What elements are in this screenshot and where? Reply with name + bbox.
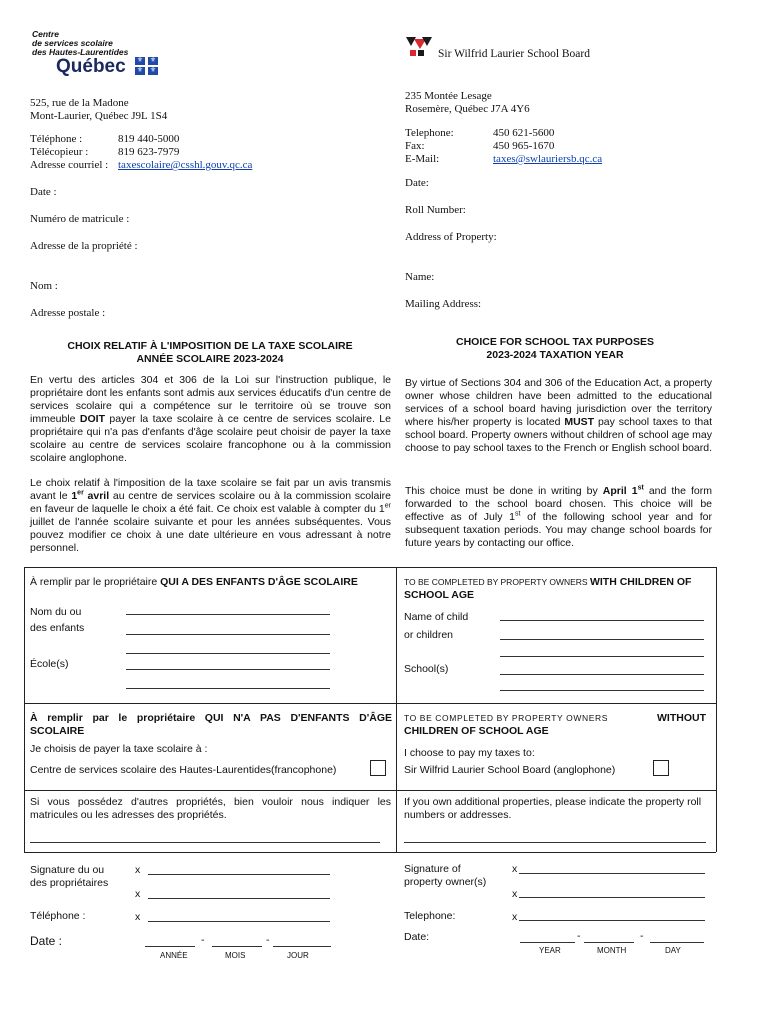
date-field-fr[interactable]: Date :: [30, 186, 57, 198]
signature-input-fr[interactable]: [148, 874, 330, 875]
box1-heading-fr: [30, 576, 390, 589]
label-line: Name of child: [404, 611, 469, 623]
roll-field-fr[interactable]: Numéro de matricule :: [30, 213, 130, 225]
name-field-fr[interactable]: Nom :: [30, 280, 58, 292]
signature-input-en[interactable]: [519, 873, 705, 874]
quebec-wordmark: Québec: [56, 56, 126, 77]
title-line: ANNÉE SCOLAIRE 2023-2024: [136, 353, 284, 365]
school-input-fr[interactable]: [126, 688, 330, 689]
property-field-fr[interactable]: Adresse de la propriété :: [30, 240, 138, 252]
fleur-de-lis-icon: ⚜: [149, 67, 157, 74]
label-line: Signature du ou: [30, 864, 105, 876]
heading-emphasis: QUI A DES ENFANTS D'ÂGE SCOLAIRE: [160, 576, 358, 588]
school-label-en: School(s): [404, 663, 449, 675]
fax-label: Télécopieur :: [30, 146, 89, 158]
fax-value: 819 623-7979: [118, 146, 180, 158]
address-line: 235 Montée Lesage: [405, 90, 492, 102]
name-field-en[interactable]: Name:: [405, 271, 435, 283]
label-line: or children: [404, 629, 454, 641]
child-name-label-en: [404, 611, 468, 642]
year-input-en[interactable]: [520, 942, 575, 943]
paragraph-text: This choice must be done in writing by: [405, 485, 603, 497]
label-line: des enfants: [30, 622, 85, 634]
option-label-fr: Centre de services scolaire des Hautes-Laurentides(francophone): [30, 764, 337, 776]
phone-label: Téléphone :: [30, 133, 83, 145]
signature-input-en[interactable]: [519, 897, 705, 898]
email-label: Adresse courriel :: [30, 159, 109, 171]
superscript: er: [384, 502, 391, 510]
day-input-en[interactable]: [650, 942, 704, 943]
paragraph-text: juillet de l'année scolaire suivante et pour les années subséquentes. Vous pouvez modifier ce choix à une date ultérieure en vous adressant à notre personnel.: [30, 516, 391, 554]
title-fr: [30, 340, 390, 366]
date-label-en: Date:: [404, 931, 430, 943]
phone-label-fr: Téléphone :: [30, 910, 86, 922]
day-input-fr[interactable]: [273, 946, 331, 947]
label-line: Signature of: [404, 863, 461, 875]
fleur-de-lis-icon: ⚜: [149, 57, 157, 64]
additional-properties-fr: Si vous possédez d'autres propriétés, bien vouloir nous indiquer les matricules ou les adresses des propriétés.: [30, 796, 391, 821]
paragraph-text: and the form forwarded to the school board chosen. This choice will be effective as of July 1: [405, 485, 712, 523]
signature-label-en: [404, 863, 486, 889]
fax-value: 450 965-1670: [493, 140, 555, 152]
day-caption-en: DAY: [665, 946, 681, 955]
logo-line-1: Centre: [32, 29, 59, 39]
heading-emphasis: WITHOUT: [657, 712, 706, 724]
additional-properties-input-fr[interactable]: [30, 842, 380, 843]
x-mark: x: [135, 888, 141, 900]
paragraph-emphasis: April 1st: [602, 484, 644, 497]
paragraph-text: By virtue of Sections 304 and 306 of the Education Act, a property owner whose children have been admitted to the educational services of a school board having jurisdiction over the territory where his/her property is located: [405, 377, 712, 428]
signature-label-fr: [30, 864, 108, 890]
option-label-en: Sir Wilfrid Laurier School Board (anglophone): [404, 764, 616, 776]
board-name: Sir Wilfrid Laurier School Board: [438, 48, 590, 60]
address-line: 525, rue de la Madone: [30, 97, 129, 109]
month-input-fr[interactable]: [212, 946, 262, 947]
date-separator: -: [577, 930, 581, 942]
francophone-checkbox[interactable]: [370, 760, 386, 776]
csshl-logo: [32, 30, 167, 80]
school-input-en[interactable]: [500, 674, 704, 675]
paragraph-text: pay school taxes to that school board. Property owners without children of school age may choose to pay school taxes to the French or English school board.: [405, 416, 713, 454]
date-separator: -: [201, 934, 205, 946]
school-input-en[interactable]: [500, 690, 704, 691]
anglophone-checkbox[interactable]: [653, 760, 669, 776]
day-caption-fr: JOUR: [287, 951, 309, 960]
fax-label: Fax:: [405, 140, 425, 152]
phone-label: Telephone:: [405, 127, 454, 139]
fleur-de-lis-icon: ⚜: [136, 57, 144, 64]
title-line: CHOIX RELATIF À L'IMPOSITION DE LA TAXE SCOLAIRE: [67, 340, 353, 352]
x-mark: x: [512, 911, 518, 923]
paragraph-text: En vertu des articles 304 et 306 de la Loi sur l'instruction publique, le propriétaire dont les enfants sont admis aux services éducatifs d'un centre de services scolaire qui a compétence sur le territoire où se trouve son immeuble: [30, 374, 391, 425]
phone-value: 450 621-5600: [493, 127, 555, 139]
paragraph-fr-2: [30, 477, 391, 555]
roll-field-en[interactable]: Roll Number:: [405, 204, 466, 216]
paragraph-text: of the following school year and for subsequent taxation periods. You may change school boards for future years by contacting our office.: [405, 511, 712, 549]
year-input-fr[interactable]: [145, 946, 195, 947]
child-name-input-fr[interactable]: [126, 653, 330, 654]
property-field-en[interactable]: Address of Property:: [405, 231, 497, 243]
month-caption-en: MONTH: [597, 946, 627, 955]
box2-heading-fr: [30, 712, 392, 738]
mailing-field-en[interactable]: Mailing Address:: [405, 298, 482, 310]
mailing-field-fr[interactable]: Adresse postale :: [30, 307, 106, 319]
left-address: [30, 97, 370, 172]
heading-text: TO BE COMPLETED BY PROPERTY OWNERS: [404, 577, 590, 587]
heading-emphasis: WITH CHILDREN OF SCHOOL AGE: [404, 576, 692, 601]
x-mark: x: [135, 864, 141, 876]
school-input-fr[interactable]: [126, 669, 330, 670]
phone-input-fr[interactable]: [148, 921, 330, 922]
phone-label-en: Telephone:: [404, 910, 456, 922]
heading-line: CHILDREN OF SCHOOL AGE: [404, 725, 549, 737]
label-line: property owner(s): [404, 876, 487, 888]
date-label-fr: Date :: [30, 934, 63, 948]
choose-text-fr: Je choisis de payer la taxe scolaire à :: [30, 743, 208, 755]
paragraph-emphasis: DOIT: [79, 413, 106, 425]
date-field-en[interactable]: Date:: [405, 177, 429, 189]
address-line: Rosemère, Québec J7A 4Y6: [405, 103, 530, 115]
child-name-input-en[interactable]: [500, 639, 704, 640]
heading-line: À remplir par le propriétaire QUI N'A PAS D'ENFANTS D'ÂGE: [30, 712, 392, 724]
year-caption-fr: ANNÉE: [160, 951, 188, 960]
label-line: des propriétaires: [30, 877, 109, 889]
paragraph-text: au centre de services scolaire ou à la commission scolaire en faveur de laquelle le choix a été fait. Ce choix est valable à compter du 1: [30, 490, 391, 515]
month-caption-fr: MOIS: [225, 951, 246, 960]
fleur-de-lis-icon: ⚜: [136, 67, 144, 74]
date-separator: -: [640, 930, 644, 942]
year-caption-en: YEAR: [539, 946, 561, 955]
school-label-fr: École(s): [30, 658, 69, 670]
x-mark: x: [512, 888, 518, 900]
email-link[interactable]: taxescolaire@csshl.gouv.qc.ca: [118, 159, 253, 171]
logo-line-2: de services scolaire: [32, 38, 113, 48]
title-line: CHOICE FOR SCHOOL TAX PURPOSES: [456, 336, 654, 348]
child-name-input-en[interactable]: [500, 656, 704, 657]
heading-line: SCOLAIRE: [30, 725, 85, 737]
child-name-input-en[interactable]: [500, 620, 704, 621]
superscript: st: [515, 510, 521, 518]
phone-input-en[interactable]: [519, 920, 705, 921]
paragraph-emphasis: 1er avril: [71, 489, 110, 502]
child-name-input-fr[interactable]: [126, 614, 330, 615]
child-name-label-fr: [30, 606, 84, 635]
box1-heading-en: [404, 576, 714, 602]
swlsb-logo: [404, 35, 434, 59]
paragraph-text: payer la taxe scolaire à ce centre de services scolaire. Le propriétaire qui n'a pas d'enfants d'âge scolaire peut choisir de payer la taxe scolaire au centre de services scolaire francophone ou à la commission scolaire anglophone.: [30, 413, 391, 464]
address-line: Mont-Laurier, Québec J9L 1S4: [30, 110, 168, 122]
paragraph-text: Le choix relatif à l'imposition de la taxe scolaire se fait par un avis transmis avant le: [30, 477, 391, 502]
title-en: [405, 336, 705, 362]
box2-heading-en: [404, 712, 706, 738]
month-input-en[interactable]: [584, 942, 634, 943]
heading-text: À remplir par le propriétaire: [30, 576, 161, 588]
choose-text-en: I choose to pay my taxes to:: [404, 747, 535, 759]
paragraph-emphasis: MUST: [564, 416, 595, 428]
date-separator: -: [266, 934, 270, 946]
phone-value: 819 440-5000: [118, 133, 180, 145]
email-label: E-Mail:: [405, 153, 440, 165]
paragraph-fr-1: [30, 374, 391, 465]
email-link[interactable]: taxes@swlauriersb.qc.ca: [493, 153, 603, 165]
additional-properties-input-en[interactable]: [404, 842, 706, 843]
label-line: Nom du ou: [30, 606, 82, 618]
right-address: [405, 90, 745, 166]
child-name-input-fr[interactable]: [126, 634, 330, 635]
x-mark: x: [512, 863, 518, 875]
signature-input-fr[interactable]: [148, 898, 330, 899]
additional-properties-en: If you own additional properties, please indicate the property roll numbers or addresses.: [404, 796, 702, 821]
heading-text: TO BE COMPLETED BY PROPERTY OWNERS: [404, 713, 608, 723]
paragraph-en-1: [405, 377, 712, 455]
x-mark: x: [135, 911, 141, 923]
swlsb-emblem-icon: [404, 35, 434, 59]
paragraph-en-2: [405, 485, 712, 550]
logo-line-3: des Hautes-Laurentides: [32, 47, 129, 57]
title-line: 2023-2024 TAXATION YEAR: [486, 349, 624, 361]
